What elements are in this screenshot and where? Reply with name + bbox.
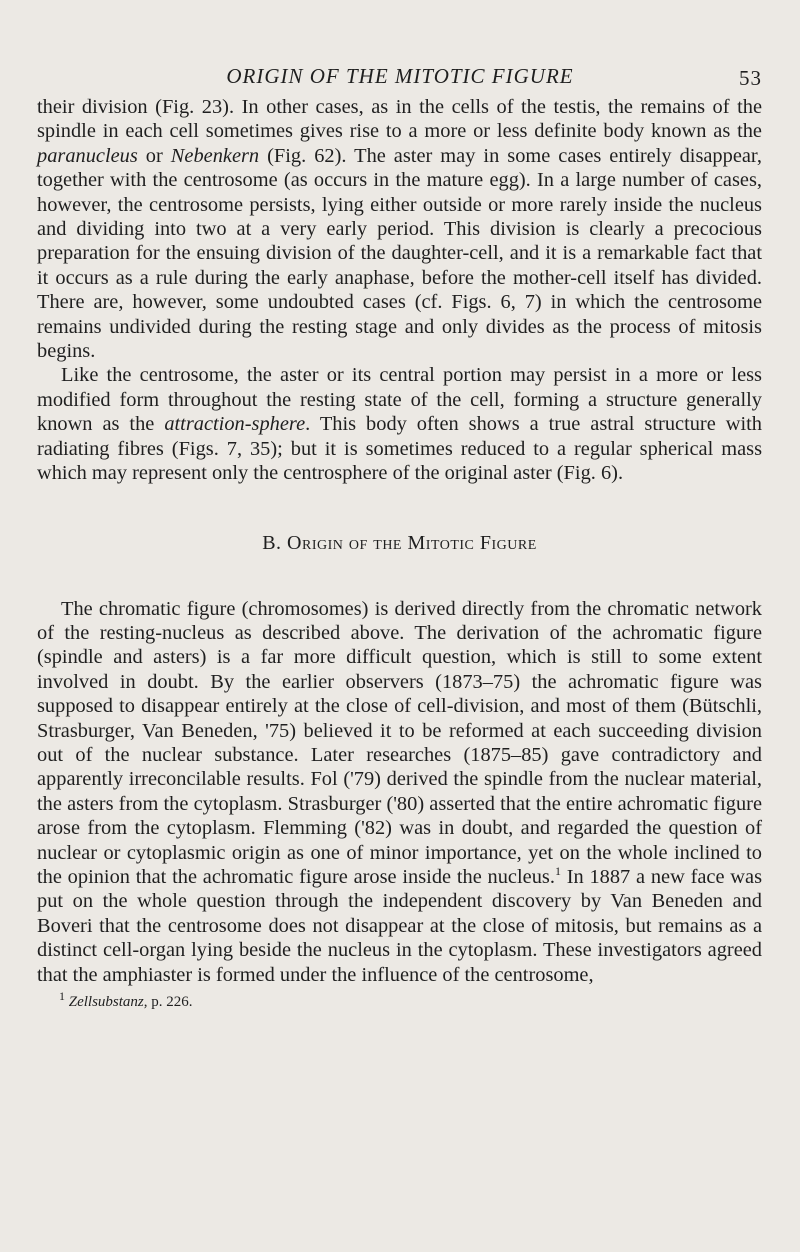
text-run: The chromatic figure (chromosomes) is derived directly from the chromatic network of the resting-nucleus as described above. The derivation of the achromatic figure (spindle and asters) is a far more difficult question, which is still to some extent involved in doubt. By the earlier observers (1873–75) the achromatic figure was supposed to disappear entirely at the close of cell-division, and most of them (Bütschli, Strasburger, Van Beneden, '75) believed it to be reformed at each succeeding division out of the nuclear substance. Later researches (1875–85) gave contradictory and apparently irreconcilable results. Fol ('79) derived the spindle from the nuclear material, the asters from the cytoplasm. Strasburger ('80) asserted that the entire achromatic figure arose from the cytoplasm. Flemming ('82) was in doubt, and regarded the question of nuclear or cytoplasmic origin as one of minor importance, yet on the whole inclined to the opinion that the achromatic figure arose inside the nucleus. [37,597,762,888]
footnote-page: , p. 226. [143,994,193,1010]
paragraph-2 [37,363,762,485]
text-run: or [137,144,171,167]
paragraph-1 [37,95,762,363]
paragraph-3 [37,597,762,988]
italic-term: paranucleus [37,144,138,167]
footnote-source: Zellsubstanz [68,994,144,1010]
text-run: their division (Fig. 23). In other cases, as in the cells of the testis, the remains of the spindle in each cell sometimes gives rise to a more or less definite body known as the [37,96,762,143]
page-header [0,60,800,92]
text-run: (Fig. 62). The aster may in some cases entirely disappear, together with the centrosome (as occurs in the mature egg). In a large number of cases, however, the centrosome persists, lying either outside or more rarely inside the nucleus and dividing into two at a very early period. This division is clearly a precocious preparation for the ensuing division of the daughter-cell, and it is a remarkable fact that it occurs as a rule during the early anaphase, before the mother-cell itself has divided. There are, however, some undoubted cases (cf. Figs. 6, 7) in which the centrosome remains undivided during the resting stage and only divides as the process of mitosis begins. [37,144,762,363]
page-body [37,95,762,1011]
text-run: In 1887 a new face was put on the whole question through the independent discovery by Van Beneden and Boveri that the centrosome does not disappear at the close of mitosis, but remains as a distinct cell-organ lying beside the nucleus in the cytoplasm. These investigators agreed that the amphiaster is formed under the influence of the centrosome, [37,865,763,986]
italic-term: attraction-sphere [164,413,306,436]
footnote-marker: 1 [554,864,561,879]
footnote-number: 1 [59,989,65,1003]
text-run: . This body often shows a true astral structure with radiating fibres (Figs. 7, 35); but it is sometimes reduced to a regular spherical mass which may represent only the centrosphere of the original aster (Fig. 6). [37,413,762,485]
page-number: 53 [739,66,762,90]
footnote [37,989,762,1011]
section-heading: B. Origin of the Mitotic Figure [262,531,537,554]
running-title: ORIGIN OF THE MITOTIC FIGURE [226,64,574,88]
italic-term: Nebenkern [170,144,260,167]
text-run: Like the centrosome, the aster or its central portion may persist in a more or less modified form throughout the resting state of the cell, forming a structure generally known as the [37,364,762,436]
